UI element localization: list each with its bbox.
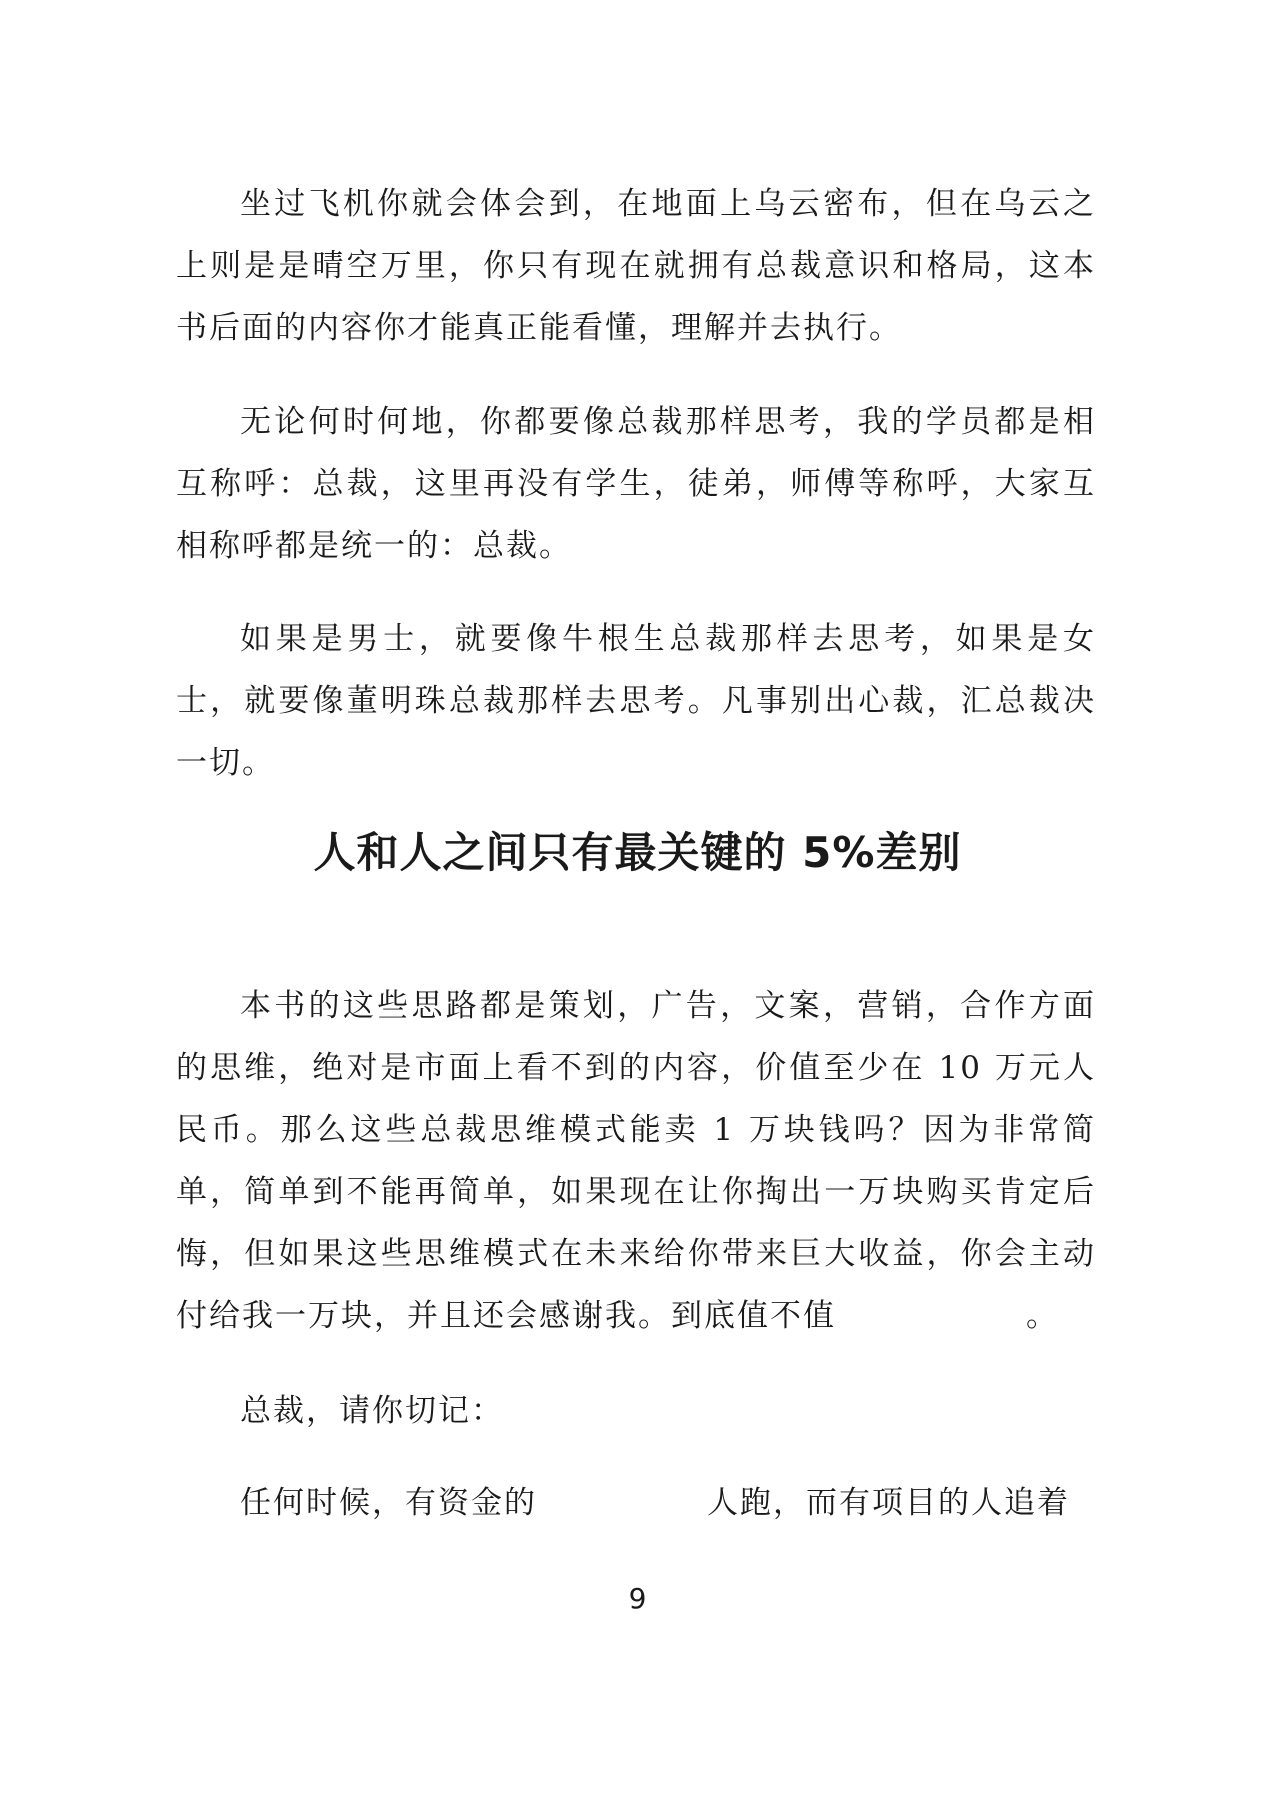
paragraph-book-value-end: 。 <box>1026 1298 1059 1334</box>
paragraph-book-value-text: 本书的这些思路都是策划，广告，文案，营销，合作方面的思维，绝对是市面上看不到的内容，价值至少在 10 万元人民币。那么这些总裁思维模式能卖 1 万块钱吗？因为非常简单，简单到不能再简单，如果现在让你掏出一万块购买肯定后悔，但如果这些思维模式在未来给你带来巨大收益，你会主动付给我一万块，并且还会感谢我。到底值不值 <box>176 988 1096 1334</box>
paragraph-role-models: 如果是男士，就要像牛根生总裁那样去思考，如果是女士，就要像董明珠总裁那样去思考。凡事别出心裁，汇总裁决一切。 <box>176 621 1096 781</box>
redaction-block <box>836 1302 1026 1333</box>
paragraph-remember: 总裁，请你切记： <box>240 1393 504 1429</box>
page-number: 9 <box>628 1582 647 1615</box>
paragraph-capital-start: 任何时候，有资金的 <box>240 1485 537 1521</box>
section-heading: 人和人之间只有最关键的 5%差别 <box>313 828 962 877</box>
redaction-block <box>537 1489 707 1520</box>
paragraph-capital-end: 人跑，而有项目的人追着 <box>707 1485 1070 1521</box>
paragraph-capital <box>176 1472 1096 1534</box>
paragraph-think-like-ceo: 无论何时何地，你都要像总裁那样思考，我的学员都是相互称呼：总裁，这里再没有学生，徒弟，师傅等称呼，大家互相称呼都是统一的：总裁。 <box>176 404 1096 564</box>
paragraph-book-value <box>176 975 1096 1347</box>
paragraph-airplane: 坐过飞机你就会体会到，在地面上乌云密布，但在乌云之上则是是晴空万里，你只有现在就拥有总裁意识和格局，这本书后面的内容你才能真正能看懂，理解并去执行。 <box>176 186 1096 346</box>
